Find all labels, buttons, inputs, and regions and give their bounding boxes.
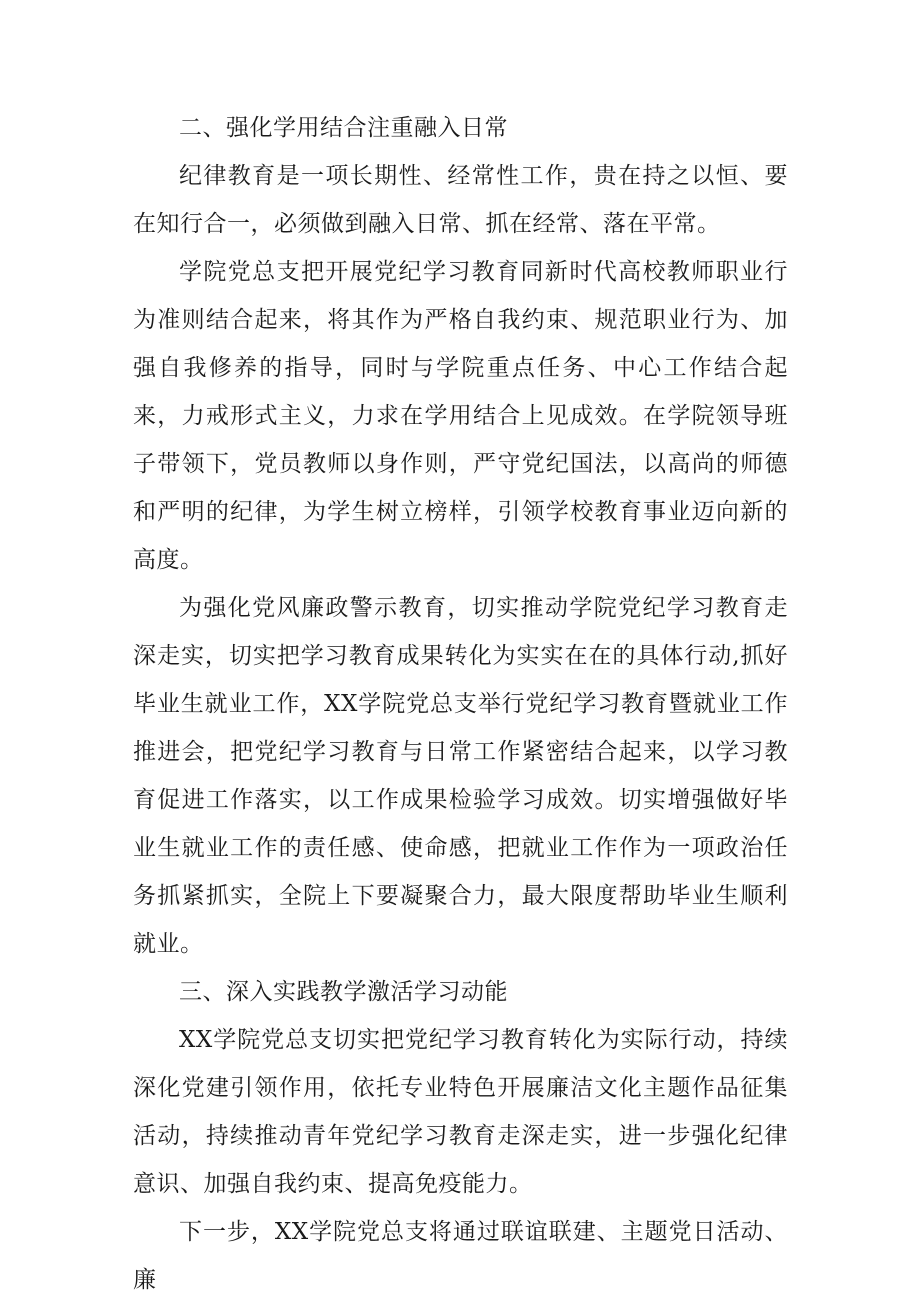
section-heading-2: 二、强化学用结合注重融入日常: [179, 115, 508, 141]
document-body: [133, 104, 788, 1304]
section-heading-3: 三、深入实践教学激活学习动能: [179, 979, 508, 1005]
paragraph-employment-meeting: 为强化党风廉政警示教育，切实推动学院党纪学习教育走深走实，切实把学习教育成果转化为实实在在的具体行动,抓好毕业生就业工作，XX学院党总支举行党纪学习教育暨就业工作推进会，把党纪学习教育与日常工作紧密结合起来，以学习教育促进工作落实，以工作成果检验学习成效。切实增强做好毕业生就业工作的责任感、使命感，把就业工作作为一项政治任务抓紧抓实，全院上下要凝聚合力，最大限度帮助毕业生顺利就业。: [133, 595, 788, 957]
paragraph-practice-teaching: XX学院党总支切实把党纪学习教育转化为实际行动，持续深化党建引领作用，依托专业特色开展廉洁文化主题作品征集活动，持续推动青年党纪学习教育走深走实，进一步强化纪律意识、加强自我约束、提高免疫能力。: [133, 1027, 788, 1197]
paragraph-next-steps: 下一步，XX学院党总支将通过联谊联建、主题党日活动、廉: [133, 1219, 788, 1293]
paragraph-party-branch-guidelines: 学院党总支把开展党纪学习教育同新时代高校教师职业行为准则结合起来，将其作为严格自我约束、规范职业行为、加强自我修养的指导，同时与学院重点任务、中心工作结合起来，力戒形式主义，力求在学用结合上见成效。在学院领导班子带领下，党员教师以身作则，严守党纪国法，以高尚的师德和严明的纪律，为学生树立榜样，引领学校教育事业迈向新的高度。: [133, 259, 788, 573]
paragraph-discipline-education: 纪律教育是一项长期性、经常性工作，贵在持之以恒、要在知行合一，必须做到融入日常、抓在经常、落在平常。: [133, 163, 788, 237]
